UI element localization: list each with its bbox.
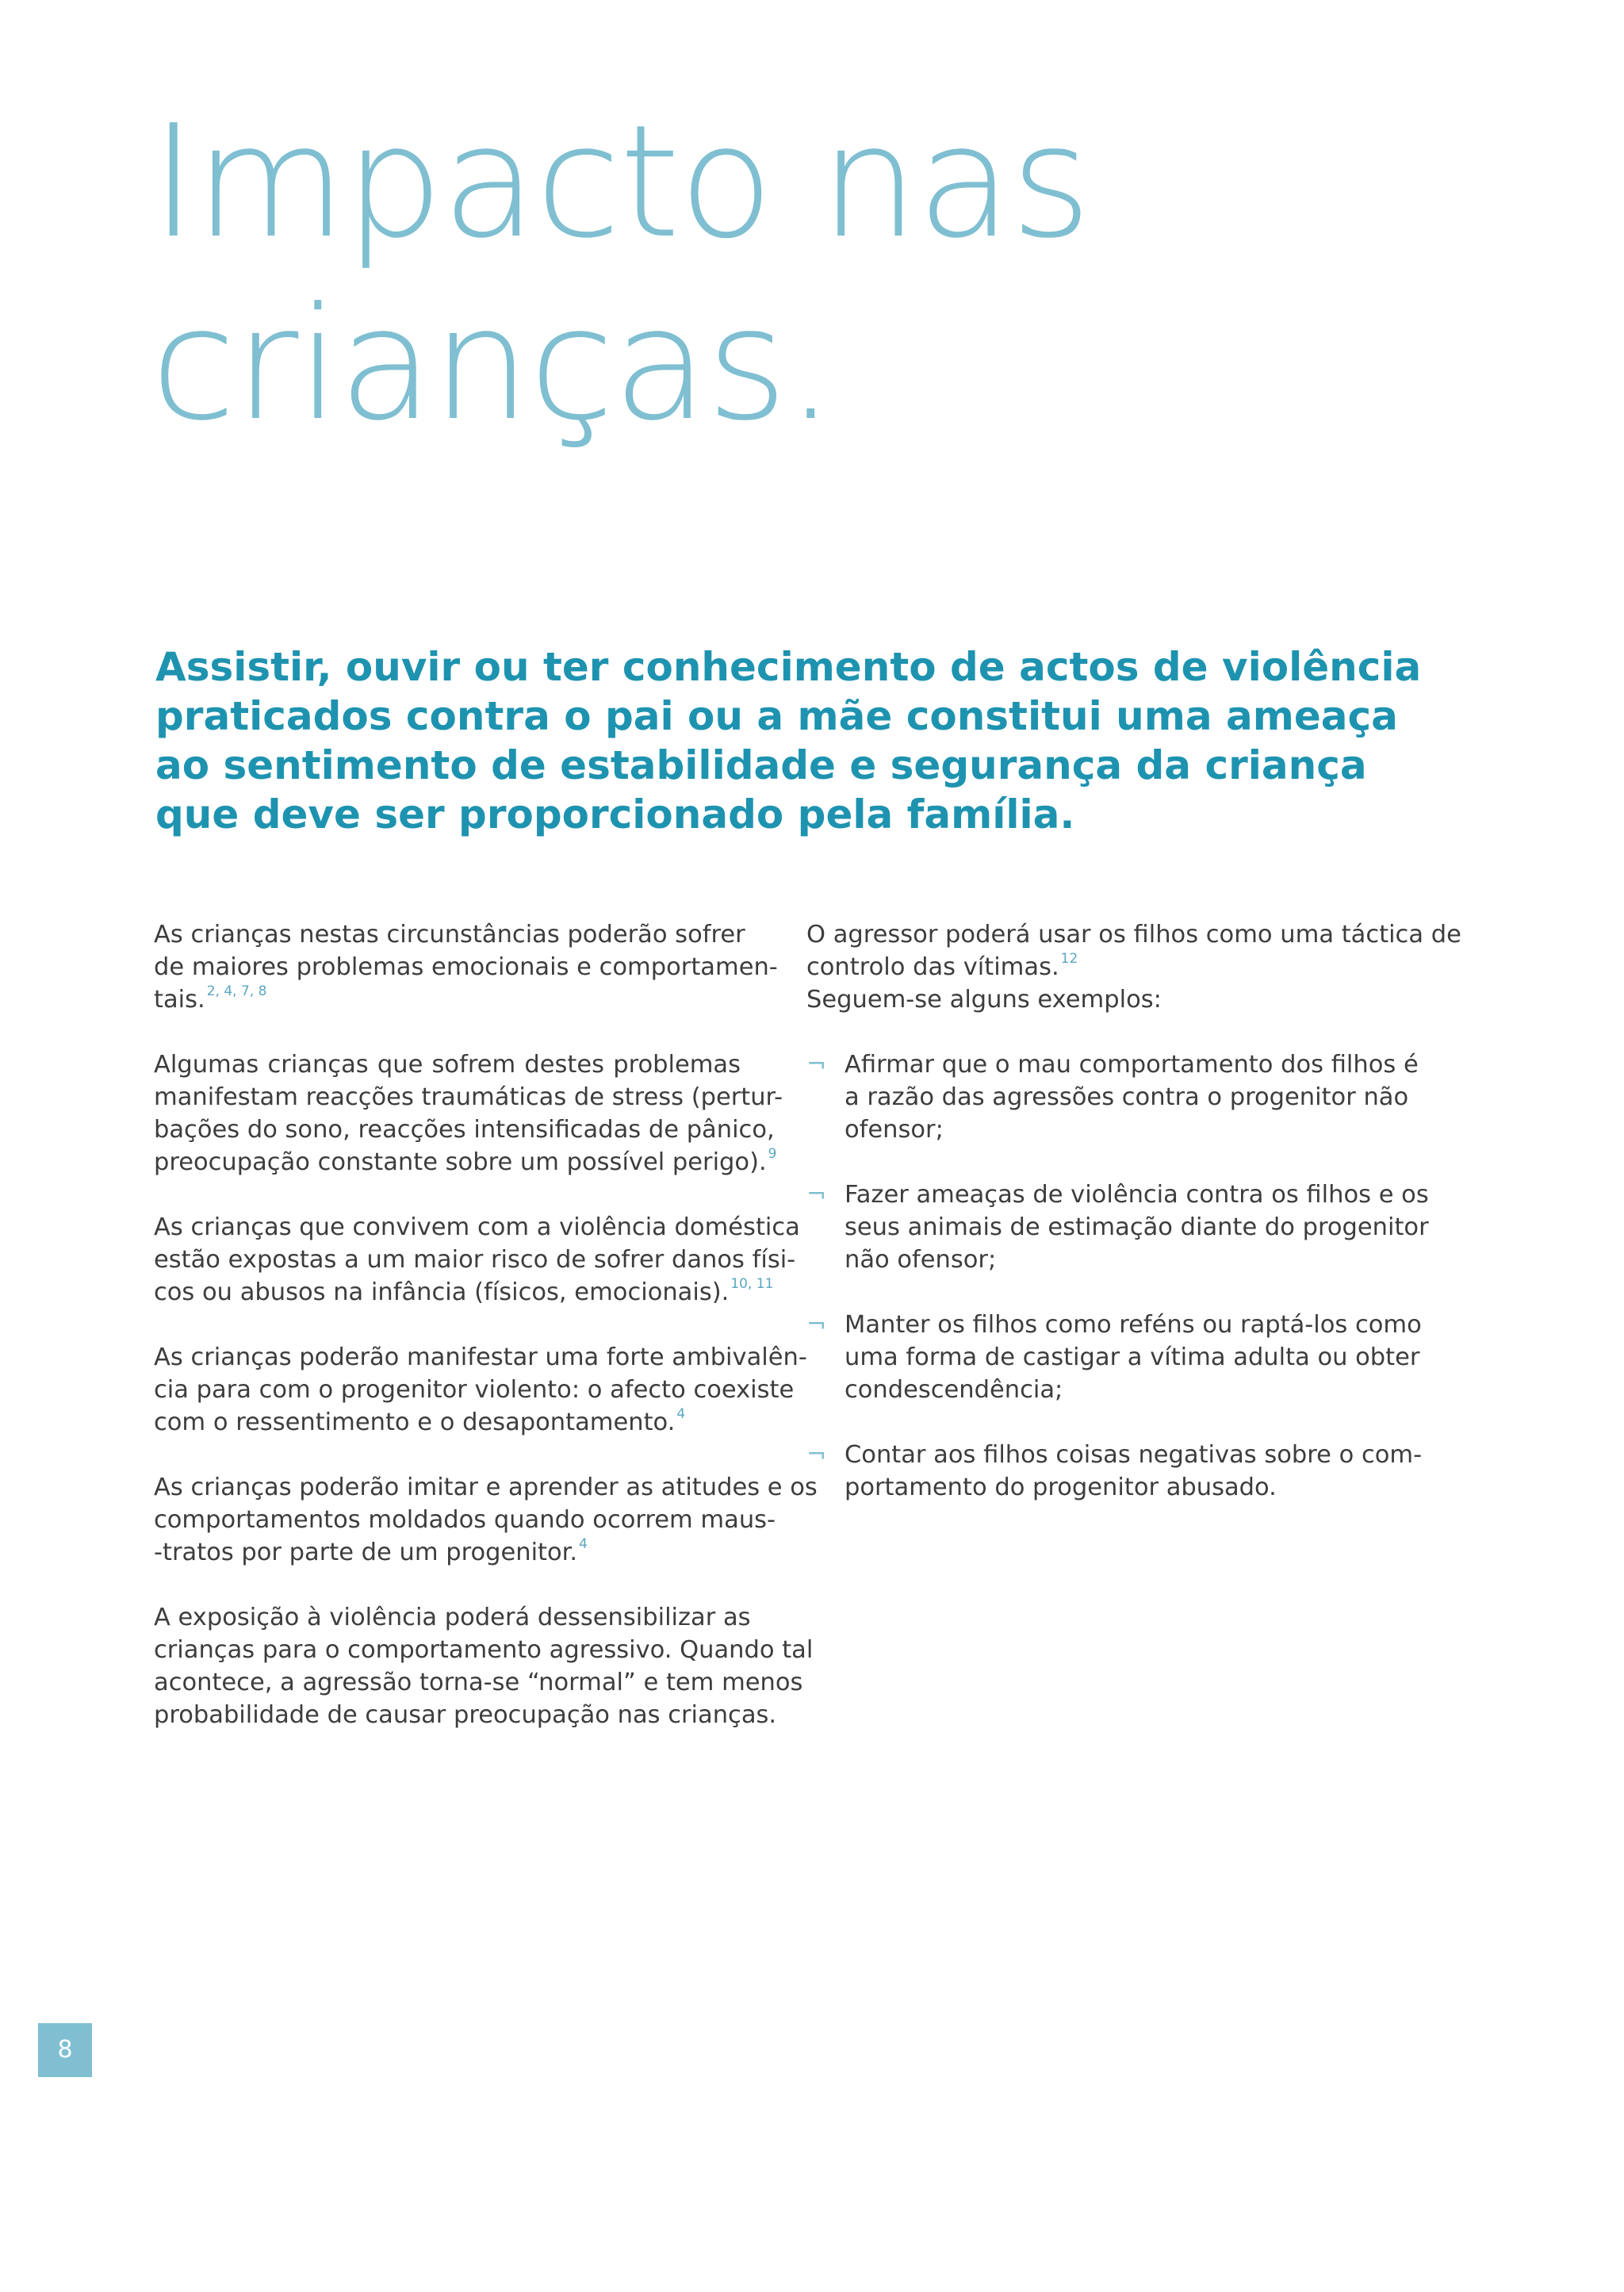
- reference-note: 9: [768, 1146, 777, 1162]
- text-line: A exposição à violência poderá dessensibilizar as: [154, 1604, 751, 1631]
- lead-line-1: Assistir, ouvir ou ter conhecimento de actos de violência: [155, 644, 1422, 690]
- paragraph-desensitization: [154, 1601, 814, 1731]
- list-item: [806, 1439, 1423, 1504]
- bullet-icon: ¬: [806, 1441, 827, 1469]
- text-line: Seguem-se alguns exemplos:: [806, 986, 1162, 1014]
- text-line: [154, 1146, 777, 1179]
- text-line: As crianças poderão manifestar uma forte ambivalên-: [154, 1343, 807, 1371]
- text-fragment: cos ou abusos na infância (físicos, emocionais).: [154, 1278, 730, 1306]
- text-line: ofensor;: [845, 1116, 944, 1144]
- paragraph-abuse-risk: [154, 1211, 800, 1309]
- page-title: [151, 91, 1340, 456]
- reference-note: 4: [676, 1406, 686, 1422]
- reference-note: 12: [1060, 951, 1078, 967]
- text-line: [154, 1406, 741, 1439]
- reference-note: 4: [579, 1536, 588, 1552]
- lead-paragraph: [155, 642, 1424, 839]
- text-fragment: -tratos por parte de um progenitor.: [154, 1539, 578, 1566]
- text-line: seus animais de estimação diante do progenitor: [845, 1213, 1429, 1241]
- text-line: [154, 983, 741, 1016]
- text-line: cia para com o progenitor violento: o afecto coexiste: [154, 1376, 795, 1404]
- page-title-line-2: crianças.: [151, 274, 834, 455]
- text-line: de maiores problemas emocionais e comportamen-: [154, 953, 778, 981]
- text-line: condescendência;: [845, 1376, 1063, 1404]
- text-line: não ofensor;: [845, 1246, 997, 1274]
- reference-note: 2, 4, 7, 8: [206, 983, 267, 999]
- text-line: Contar aos filhos coisas negativas sobre o com-: [845, 1441, 1423, 1469]
- text-fragment: tais.: [154, 986, 205, 1014]
- text-line: uma forma de castigar a vítima adulta ou obter: [845, 1343, 1420, 1371]
- text-line: a razão das agressões contra o progenitor não: [845, 1083, 1409, 1111]
- text-line: comportamentos moldados quando ocorrem maus-: [154, 1506, 776, 1534]
- page-number: 8: [38, 2023, 92, 2077]
- text-line: Fazer ameaças de violência contra os filhos e os: [845, 1181, 1429, 1209]
- text-line: probabilidade de causar preocupação nas crianças.: [154, 1701, 777, 1729]
- text-fragment: com o ressentimento e o desapontamento.: [154, 1409, 676, 1436]
- bullet-icon: ¬: [806, 1051, 827, 1079]
- text-line: Algumas crianças que sofrem destes problemas: [154, 1051, 741, 1079]
- bullet-icon: ¬: [806, 1311, 827, 1339]
- lead-line-3: ao sentimento de estabilidade e segurança da criança: [155, 742, 1367, 788]
- text-line: O agressor poderá usar os filhos como uma táctica de: [806, 921, 1461, 949]
- list-item: [806, 1048, 1419, 1146]
- lead-line-4: que deve ser proporcionado pela família.: [155, 791, 1075, 837]
- text-line: estão expostas a um maior risco de sofrer danos físi-: [154, 1246, 796, 1274]
- text-line: [154, 1276, 774, 1309]
- text-line: acontece, a agressão torna-se “normal” e tem menos: [154, 1669, 803, 1696]
- paragraph-trauma-reactions: [154, 1048, 783, 1179]
- text-line: bações do sono, reacções intensificadas de pânico,: [154, 1116, 775, 1144]
- list-item: [806, 1179, 1429, 1276]
- paragraph-imitation: [154, 1471, 818, 1569]
- text-line: As crianças poderão imitar e aprender as atitudes e os: [154, 1474, 818, 1501]
- paragraph-emotional-problems: [154, 918, 778, 1016]
- text-line: Afirmar que o mau comportamento dos filhos é: [845, 1051, 1419, 1079]
- text-line: Manter os filhos como reféns ou raptá-los como: [845, 1311, 1422, 1339]
- text-line: [806, 951, 1393, 983]
- right-column: [806, 918, 1461, 1536]
- text-line: portamento do progenitor abusado.: [845, 1474, 1277, 1501]
- paragraph-ambivalence: [154, 1341, 807, 1439]
- left-column: [154, 918, 818, 1764]
- paragraph-aggressor-tactic: [806, 918, 1461, 1016]
- reference-note: 10, 11: [730, 1276, 774, 1292]
- text-line: As crianças nestas circunstâncias poderão sofrer: [154, 921, 745, 949]
- text-line: As crianças que convivem com a violência doméstica: [154, 1213, 800, 1241]
- text-line: manifestam reacções traumáticas de stress (pertur-: [154, 1083, 783, 1111]
- text-fragment: preocupação constante sobre um possível perigo).: [154, 1148, 767, 1176]
- text-line: [154, 1536, 741, 1569]
- lead-line-2: praticados contra o pai ou a mãe constitui uma ameaça: [155, 693, 1398, 739]
- text-line: crianças para o comportamento agressivo. Quando tal: [154, 1636, 814, 1664]
- bullet-icon: ¬: [806, 1181, 827, 1209]
- text-fragment: controlo das vítimas.: [806, 953, 1059, 981]
- page-title-line-1: Impacto nas: [151, 92, 1090, 273]
- list-item: [806, 1309, 1422, 1406]
